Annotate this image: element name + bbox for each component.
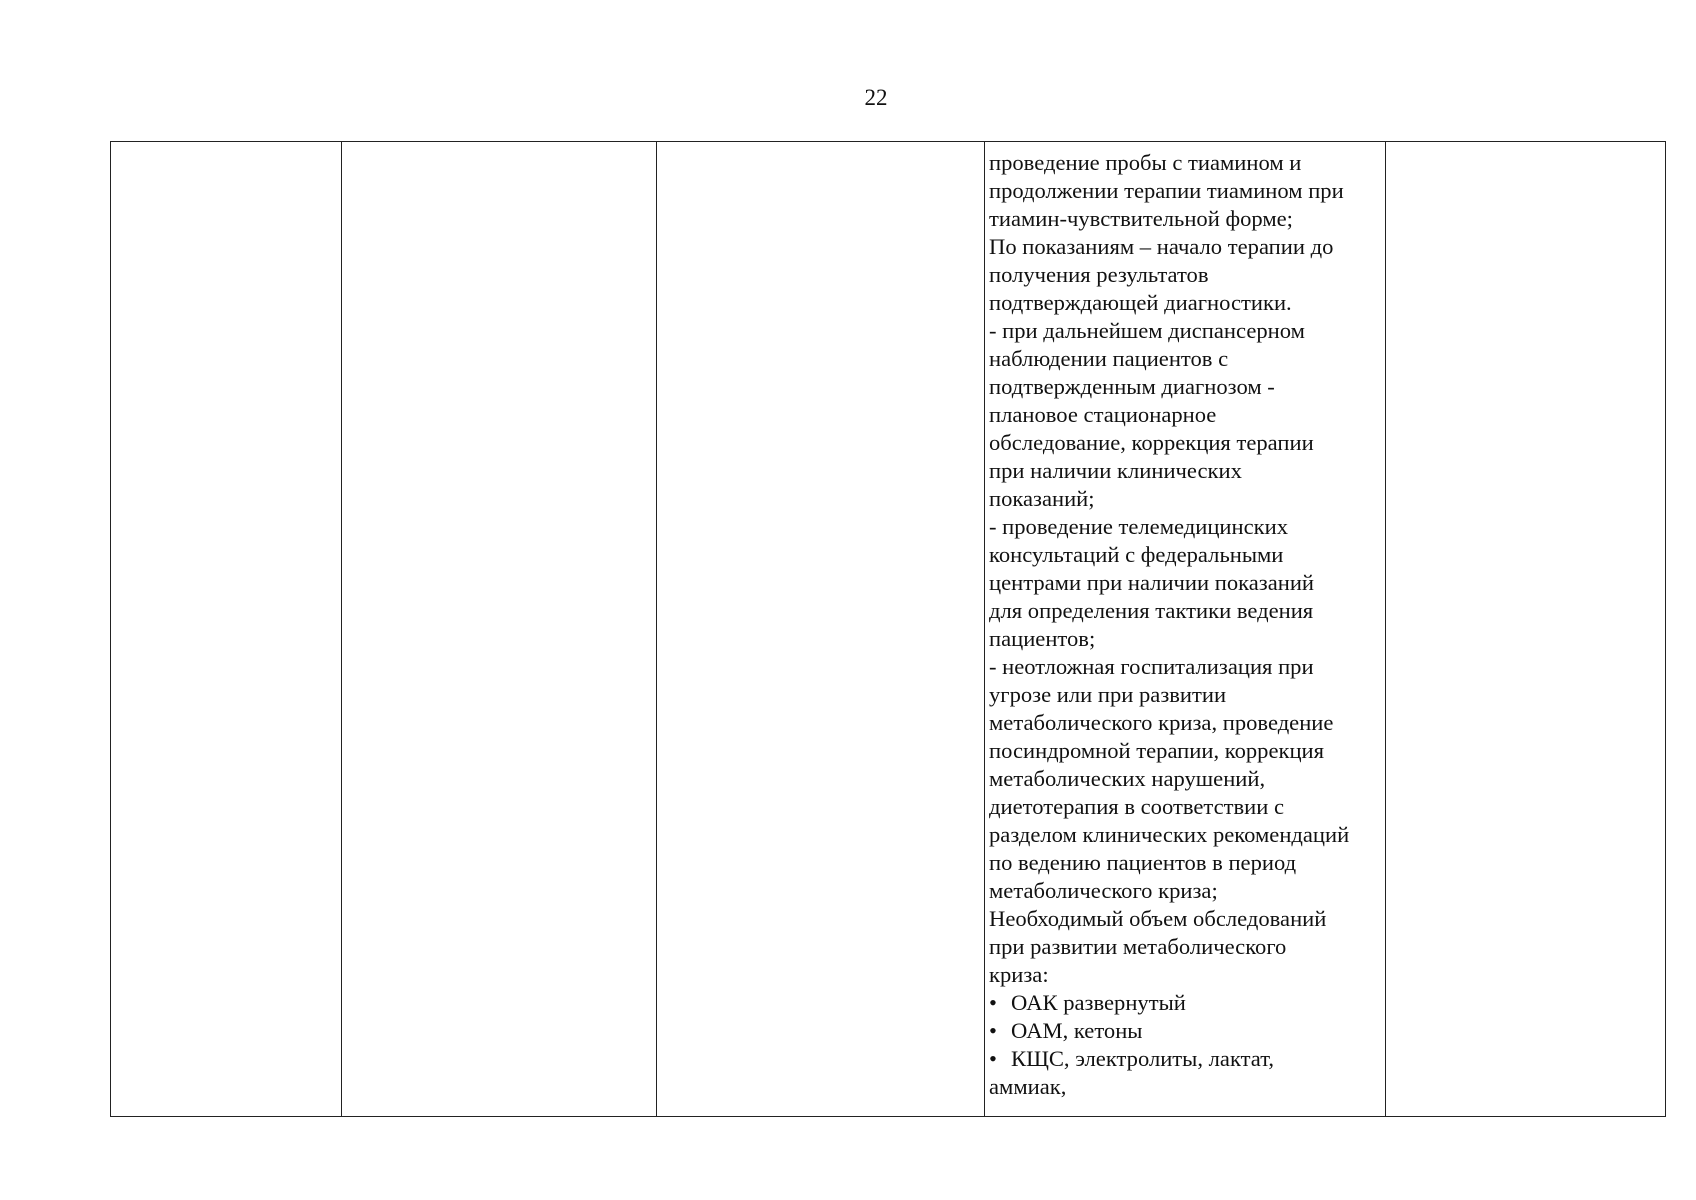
cell-text-line: получения результатов <box>989 262 1209 287</box>
column-divider <box>984 142 985 1116</box>
data-table <box>110 141 1666 1117</box>
cell-text-line: пациентов; <box>989 626 1096 651</box>
cell-text-line: обследование, коррекция терапии <box>989 430 1314 455</box>
cell-text-line: наблюдении пациентов с <box>989 346 1229 371</box>
cell-text-line: для определения тактики ведения <box>989 598 1314 623</box>
cell-text-line: тиамин-чувствительной форме; <box>989 206 1293 231</box>
cell-text-line: посиндромной терапии, коррекция <box>989 738 1325 763</box>
cell-text-line: плановое стационарное <box>989 402 1217 427</box>
bullet-list-item <box>989 1017 1391 1045</box>
bullet-list-item <box>989 1045 1391 1073</box>
cell-text-line: диетотерапия в соответствии с <box>989 794 1284 819</box>
bullet-text: КЩС, электролиты, лактат, <box>1011 1046 1275 1071</box>
cell-text-line: подтвержденным диагнозом - <box>989 374 1275 399</box>
cell-text-line: проведение пробы с тиамином и <box>989 150 1302 175</box>
cell-text-line: по ведению пациентов в период <box>989 850 1297 875</box>
cell-text-line: при наличии клинических <box>989 458 1242 483</box>
cell-text-line: угрозе или при развитии <box>989 682 1227 707</box>
cell-text-line: центрами при наличии показаний <box>989 570 1315 595</box>
cell-text-line: - проведение телемедицинских <box>989 514 1288 539</box>
bullet-text: ОАК развернутый <box>1011 990 1186 1015</box>
cell-text-line: консультаций с федеральными <box>989 542 1284 567</box>
cell-text-line: разделом клинических рекомендаций <box>989 822 1350 847</box>
cell-text-line: метаболического криза, проведение <box>989 710 1334 735</box>
bullet-list-item <box>989 989 1391 1017</box>
cell-text-line: показаний; <box>989 486 1095 511</box>
cell-text-line: метаболического криза; <box>989 878 1218 903</box>
cell-text-line: По показаниям – начало терапии до <box>989 234 1334 259</box>
cell-text-line: подтверждающей диагностики. <box>989 290 1292 315</box>
cell-text-line: криза: <box>989 962 1049 987</box>
cell-text-line: - при дальнейшем диспансерном <box>989 318 1305 343</box>
bullet-text: ОАМ, кетоны <box>1011 1018 1143 1043</box>
page-number: 22 <box>864 85 888 110</box>
column-divider <box>656 142 657 1116</box>
cell-text-line: метаболических нарушений, <box>989 766 1266 791</box>
cell-text-line: - неотложная госпитализация при <box>989 654 1314 679</box>
cell-text-line: Необходимый объем обследований <box>989 906 1327 931</box>
bullet-icon: • <box>989 990 997 1015</box>
bullet-icon: • <box>989 1046 997 1071</box>
column-divider <box>341 142 342 1116</box>
table-cell-column-4 <box>989 149 1391 1101</box>
bullet-icon: • <box>989 1018 997 1043</box>
cell-text-line: аммиак, <box>989 1074 1067 1099</box>
cell-text-line: продолжении терапии тиамином при <box>989 178 1344 203</box>
cell-text-line: при развитии метаболического <box>989 934 1287 959</box>
